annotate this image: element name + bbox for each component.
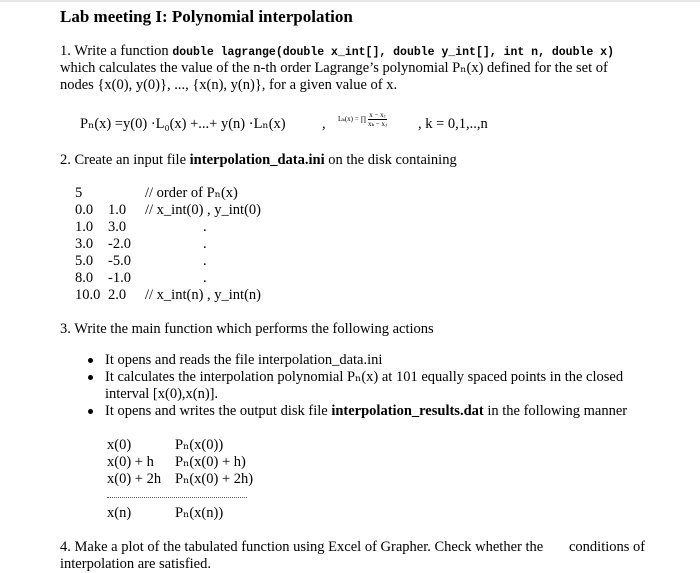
data-row-y: -5.0 xyxy=(108,253,131,269)
s4-line2: interpolation are satisfied. xyxy=(60,556,211,572)
output-x: x(0) + 2h xyxy=(107,471,162,487)
data-row-dot: . xyxy=(203,253,207,269)
bullet-dot xyxy=(88,375,93,380)
page-title: Lab meeting I: Polynomial interpolation xyxy=(60,7,353,26)
s4-line1b: conditions of xyxy=(569,539,646,555)
data-row-y: 3.0 xyxy=(108,219,127,235)
data-row-x: 8.0 xyxy=(75,270,94,286)
s1-line1 xyxy=(60,43,614,61)
s1-write: Write a function xyxy=(74,43,169,59)
lagrange-fraction xyxy=(368,111,387,128)
data-row-y: 2.0 xyxy=(108,287,127,303)
s1-code: double lagrange(double x_int[], double y_int[], int n, double x) xyxy=(172,46,614,59)
s2-heading xyxy=(60,152,457,169)
s3-bullet-1: It opens and reads the file interpolation_data.ini xyxy=(105,352,383,368)
s2-text-a: 2. Create an input file xyxy=(60,152,187,168)
s3-bullet-3-text-a: It opens and writes the output disk file xyxy=(105,403,328,419)
s3-bullet-3 xyxy=(105,403,627,420)
output-x: x(0) xyxy=(107,437,132,453)
bullet-dot xyxy=(88,358,93,363)
data-row-dot: . xyxy=(203,219,207,235)
ellipsis-divider xyxy=(107,497,247,498)
s1-formula: Pₙ(x) =y(0) ·L₀(x) +...+ y(n) ·Lₙ(x) xyxy=(80,116,286,132)
lagrange-basis xyxy=(338,111,387,128)
s1-number: 1. xyxy=(60,43,71,59)
data-row-y: 1.0 xyxy=(108,202,127,218)
lagrange-numerator: x − xⱼ xyxy=(369,111,386,119)
output-p: Pₙ(x(0) + h) xyxy=(175,454,246,470)
output-p: Pₙ(x(0) + 2h) xyxy=(175,471,254,487)
top-divider xyxy=(0,0,700,2)
output-p-last: Pₙ(x(n)) xyxy=(175,505,224,521)
s3-bullet-2b: interval [x(0),x(n)]. xyxy=(105,386,219,402)
s1-k-range: , k = 0,1,..,n xyxy=(418,116,488,132)
data-row-comment: // x_int(n) , y_int(n) xyxy=(145,287,261,303)
data-row: 5 xyxy=(75,185,83,201)
s2-filename: interpolation_data.ini xyxy=(189,152,325,168)
s3-results-filename: interpolation_results.dat xyxy=(331,403,484,419)
s2-text-b: on the disk containing xyxy=(328,152,457,168)
s3-heading: 3. Write the main function which performs the following actions xyxy=(60,321,434,337)
s1-line2: which calculates the value of the n-th order Lagrange’s polynomial Pₙ(x) defined for the set of xyxy=(60,60,608,76)
data-row-y: -1.0 xyxy=(108,270,131,286)
data-row-x: 1.0 xyxy=(75,219,94,235)
data-row-x: 5.0 xyxy=(75,253,94,269)
output-x: x(0) + h xyxy=(107,454,154,470)
lagrange-denominator: xₖ − xⱼ xyxy=(367,120,387,128)
output-x-last: x(n) xyxy=(107,505,132,521)
s3-bullet-2a: It calculates the interpolation polynomial Pₙ(x) at 101 equally spaced points in the closed xyxy=(105,369,624,385)
s1-line3: nodes {x(0), y(0)}, ..., {x(n), y(n)}, for a given value of x. xyxy=(60,77,398,93)
data-row-dot: . xyxy=(203,270,207,286)
data-row-dot: . xyxy=(203,236,207,252)
data-row-x: 0.0 xyxy=(75,202,94,218)
bullet-dot xyxy=(88,409,93,414)
data-row-x: 10.0 xyxy=(75,287,101,303)
output-p: Pₙ(x(0)) xyxy=(175,437,224,453)
data-row-y: -2.0 xyxy=(108,236,131,252)
s4-line1a: 4. Make a plot of the tabulated function using Excel of Grapher. Check whether the xyxy=(60,539,544,555)
data-row-x: 3.0 xyxy=(75,236,94,252)
data-row-comment: // order of Pₙ(x) xyxy=(145,185,238,201)
s1-comma: , xyxy=(322,116,326,132)
s3-bullet-3-text-b: in the following manner xyxy=(487,403,628,419)
lagrange-lhs: Lₖ(x) = ∏ xyxy=(338,115,367,124)
data-row-comment: // x_int(0) , y_int(0) xyxy=(145,202,261,218)
